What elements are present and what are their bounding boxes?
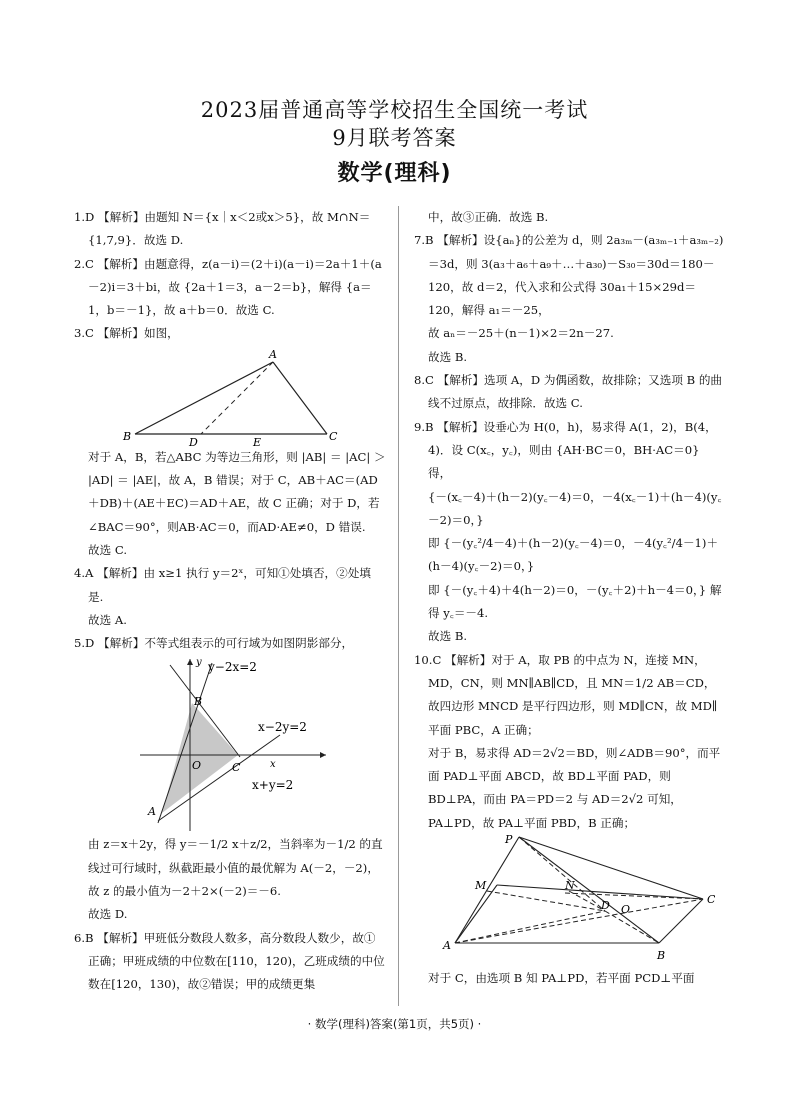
answer-7: 7.B 【解析】设{aₙ}的公差为 d，则 2a₃ₘ－(a₃ₘ₋₁＋a₃ₘ₋₂)＝3d，则 3(a₃＋a₆＋a₉＋…＋a₃₀)－S₃₀＝30d＝180－120，故 d＝2，代入求和公式得 30a₁＋15×29d＝120，解得 a₁＝－25， (414, 233, 724, 318)
origin-label: O (192, 759, 202, 773)
label-B: B (657, 949, 666, 963)
label-O: O (621, 903, 631, 917)
answer-4-end: 故选 A. (88, 612, 127, 627)
point-B-label: B (194, 695, 203, 709)
label-P: P (505, 835, 513, 847)
answer-3: 3.C 【解析】如图， (74, 326, 179, 341)
answer-8: 8.C 【解析】选项 A，D 为偶函数，故排除；又选项 B 的曲线不过原点，故排除．故选 C. (414, 373, 723, 411)
label-D: D (601, 899, 610, 913)
answer-2: 2.C 【解析】由题意得，z(a－i)＝(2＋i)(a－i)＝2a＋1＋(a－2)i＝3＋bi，故 {2a＋1＝3，a－2＝b}，解得 {a＝1，b＝－1}，故 a＋b＝0．故选 C. (74, 256, 382, 318)
answer-10-part-c: 对于 C，由选项 B 知 PA⊥PD，若平面 PCD⊥平面 (428, 971, 695, 986)
label-B: B (123, 429, 132, 443)
title-line-2: 9月联考答案 (332, 126, 457, 150)
answer-4: 4.A 【解析】由 x≥1 执行 y＝2ˣ，可知①处填否，②处填是. (74, 566, 371, 604)
answer-9-end: 故选 B. (428, 629, 468, 644)
point-C-label: C (232, 761, 241, 775)
answer-1: 1.D 【解析】由题知 N＝{x｜x＜2或x＞5}，故 M∩N＝{1,7,9}．故选 D. (74, 210, 371, 248)
triangle-figure (115, 346, 345, 446)
answer-7-end: 故选 B. (428, 349, 468, 364)
point-A-label: A (148, 805, 156, 819)
answer-5-end: 故选 D. (88, 907, 128, 922)
label-A: A (443, 939, 451, 953)
answer-10: 10.C 【解析】对于 A，取 PB 的中点为 N，连接 MN，MD，CN，则 MN∥AB∥CD，且 MN＝1/2 AB＝CD，故四边形 MNCD 是平行四边形，则 MD∥CN，故 MD∥平面 PBC，A 正确； (414, 652, 718, 737)
answer-9-system-3: 即 {－(y꜀＋4)＋4(h－2)＝0，－(y꜀＋2)＋h－4＝0，} 解得 y꜀＝－4. (428, 582, 722, 621)
right-column (414, 206, 726, 990)
answer-7-formula: 故 aₙ＝－25＋(n－1)×2＝2n－27. (428, 326, 614, 341)
y-axis-label: y (196, 657, 202, 669)
label-N: N (565, 879, 575, 893)
feasible-region-figure (130, 655, 330, 833)
line2-label: x−2y=2 (258, 720, 307, 735)
page-footer: · 数学(理科)答案(第1页，共5页) · (307, 1017, 482, 1031)
answer-9-system-2: 即 {－(y꜀²/4－4)＋(h－2)(y꜀－4)＝0，－4(y꜀²/4－1)＋(h－4)(y꜀－2)＝0，} (428, 536, 719, 574)
answer-9-system-1: {－(x꜀－4)＋(h－2)(y꜀－4)＝0，－4(x꜀－1)＋(h－4)(y꜀－2)＝0，} (428, 489, 722, 527)
label-C: C (707, 893, 715, 907)
answer-9: 9.B 【解析】设垂心为 H(0，h)，易求得 A(1，2)，B(4，4)．设 C(x꜀，y꜀)，则由 {AH·BC＝0，BH·AC＝0} 得， (414, 419, 717, 481)
line3-label: x+y=2 (252, 778, 294, 793)
answer-5-body: 由 z＝x＋2y，得 y＝－1/2 x＋z/2，当斜率为－1/2 的直线过可行域时，纵截距最小值的最优解为 A(－2，－2)，故 z 的最小值为－2＋2×(－2)＝－6. (88, 837, 383, 899)
answer-3-body: 对于 A，B，若△ABC 为等边三角形，则 |AB| ＝ |AC| ＞ |AD| ＝ |AE|，故 A，B 错误；对于 C，AB＋AC＝(AD＋DB)＋(AE＋EC)＝AD＋AE，故 C 正确；对于 D，若∠BAC＝90°，则AB·AC＝0，而AD·AE≠0，D 错误. (88, 449, 386, 534)
subject-title: 数学(理科) (337, 161, 452, 186)
label-C: C (329, 429, 338, 443)
column-divider (398, 206, 399, 1006)
answer-5: 5.D 【解析】不等式组表示的可行域为如图阴影部分， (74, 636, 354, 651)
label-A: A (269, 347, 277, 361)
answer-6-end: 中，故③正确．故选 B. (428, 210, 549, 224)
left-column (74, 206, 386, 997)
label-E: E (253, 435, 262, 446)
label-M: M (475, 879, 487, 893)
x-axis-label: x (270, 759, 276, 771)
answer-10-part-b: 对于 B，易求得 AD＝2√2＝BD，则∠ADB＝90°，而平面 PAD⊥平面 ABCD，故 BD⊥平面 PAD，则 BD⊥PA，而由 PA＝PD＝2 与 AD＝2√2 可知，PA⊥PD，故 PA⊥平面 PBD，B 正确； (428, 745, 721, 830)
answer-3-end: 故选 C. (88, 542, 128, 557)
line1-label: y−2x=2 (208, 660, 257, 675)
pyramid-figure (425, 835, 715, 967)
answer-6: 6.B 【解析】甲班低分数段人数多，高分数段人数少，故①正确；甲班成绩的中位数在[110，120)，乙班成绩的中位数在[120，130)，故②错误；甲的成绩更集 (74, 930, 385, 992)
label-D: D (189, 435, 198, 446)
title-line-1: 2023届普通高等学校招生全国统一考试 (200, 98, 589, 122)
